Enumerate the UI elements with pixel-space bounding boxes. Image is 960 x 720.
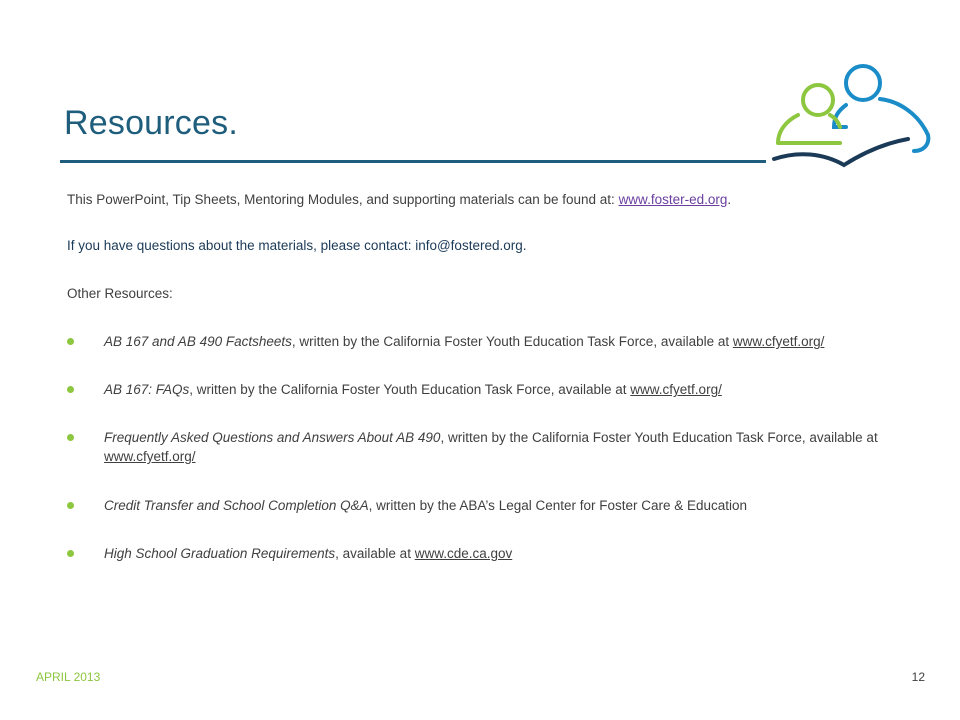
intro-paragraph — [67, 190, 731, 209]
resource-title: Frequently Asked Questions and Answers About AB 490 — [104, 430, 441, 445]
resource-link[interactable]: www.cfyetf.org/ — [630, 382, 722, 397]
resource-description: , written by the California Foster Youth Education Task Force, available at — [291, 334, 733, 349]
resource-text — [104, 428, 904, 466]
foster-ed-link[interactable]: www.foster-ed.org — [618, 192, 728, 207]
contact-paragraph: If you have questions about the materials, please contact: info@fostered.org. — [67, 238, 527, 253]
resource-description: , available at — [335, 546, 415, 561]
bullet-dot-icon — [67, 502, 74, 509]
resource-description: , written by the California Foster Youth Education Task Force, available at — [440, 430, 878, 445]
people-reading-book-logo-icon — [768, 55, 938, 173]
resource-text — [104, 332, 904, 351]
resource-link[interactable]: www.cfyetf.org/ — [732, 334, 825, 349]
page-number: 12 — [911, 670, 925, 684]
resource-title: Credit Transfer and School Completion Q&A — [104, 498, 369, 513]
resource-description: , written by the ABA’s Legal Center for Foster Care & Education — [368, 498, 748, 513]
resource-title: AB 167 and AB 490 Factsheets — [104, 334, 292, 349]
bullet-dot-icon — [67, 338, 74, 345]
resource-text — [104, 496, 904, 515]
resource-text — [104, 380, 904, 399]
resource-description: , written by the California Foster Youth Education Task Force, available at — [189, 382, 631, 397]
resource-title: High School Graduation Requirements — [104, 546, 336, 561]
slide-title: Resources. — [64, 104, 238, 142]
bullet-dot-icon — [67, 550, 74, 557]
other-resources-heading: Other Resources: — [67, 286, 173, 301]
bullet-dot-icon — [67, 434, 74, 441]
title-underline — [60, 160, 766, 163]
intro-text: This PowerPoint, Tip Sheets, Mentoring Modules, and supporting materials can be found at: — [67, 192, 619, 207]
bullet-dot-icon — [67, 386, 74, 393]
resource-link[interactable]: www.cfyetf.org/ — [104, 449, 196, 464]
resource-text — [104, 544, 904, 563]
intro-end: . — [727, 192, 732, 207]
footer-date: APRIL 2013 — [36, 670, 101, 684]
resource-link[interactable]: www.cde.ca.gov — [414, 546, 513, 561]
resource-title: AB 167: FAQs — [104, 382, 190, 397]
